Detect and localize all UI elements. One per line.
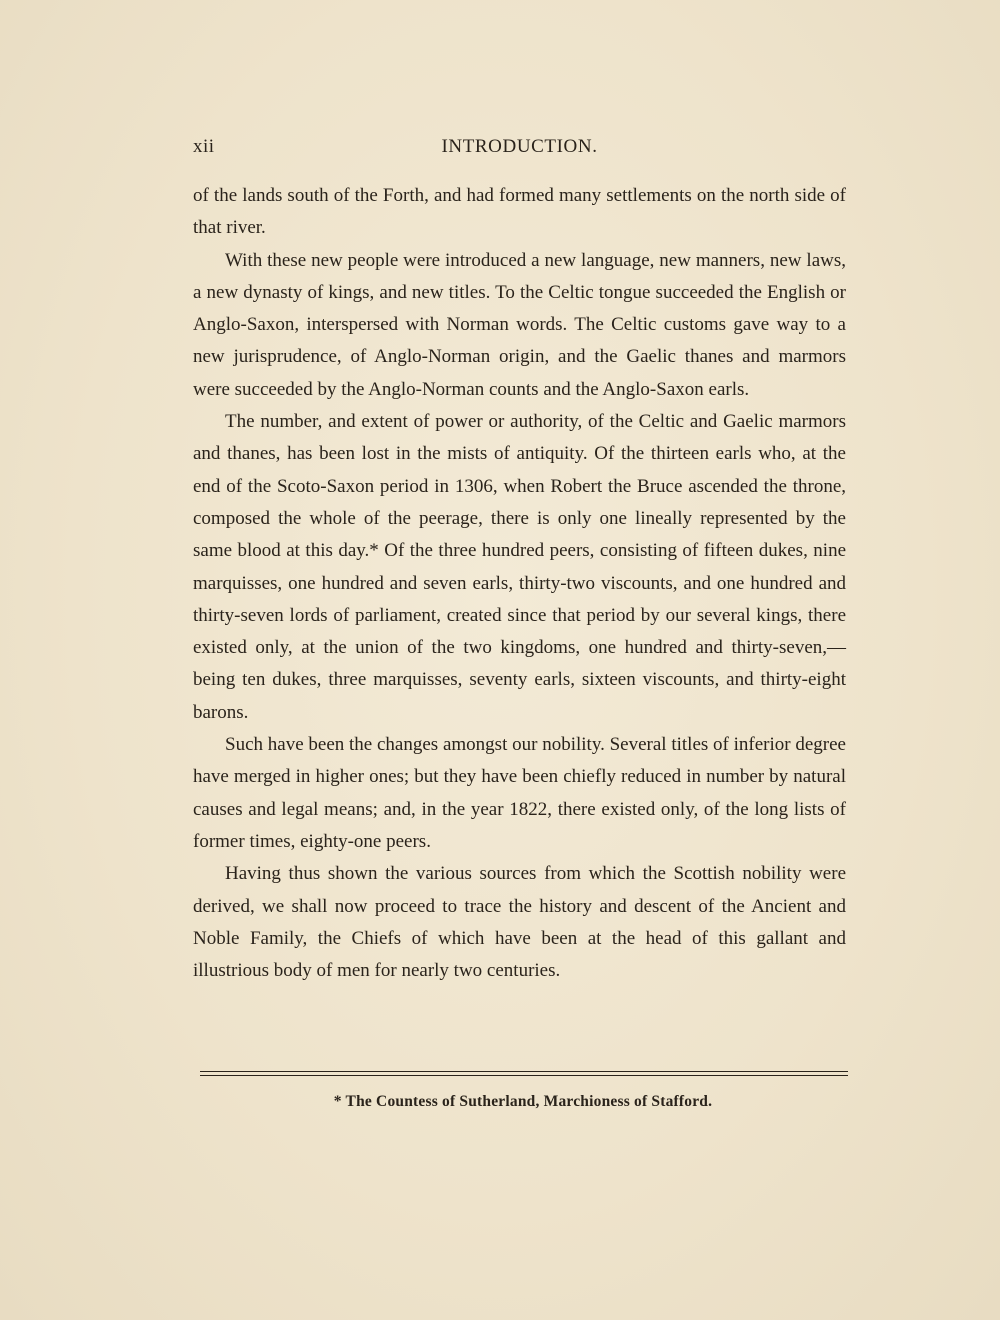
page-header: [193, 136, 846, 164]
paragraph-new-people: With these new people were introduced a new language, new manners, new laws, a new dynasty of kings, and new titles. To the Celtic tongue succeeded the English or Anglo-Saxon, interspersed with Norman words. The Celtic customs gave way to a new jurisprudence, of Anglo-Norman origin, and the Gaelic thanes and marmors were succeeded by the Anglo-Norman counts and the Anglo-Saxon earls.: [193, 249, 846, 400]
footnote: * The Countess of Sutherland, Marchioness of Stafford.: [333, 1093, 713, 1110]
paragraph-having-shown: Having thus shown the various sources from which the Scottish nobility were derived, we shall now proceed to trace the history and descent of the Ancient and Noble Family, the Chiefs of which have been at the head of this gallant and illustrious body of men for nearly two centuries.: [193, 863, 846, 982]
paragraph-continuation: of the lands south of the Forth, and had formed many settlements on the north side of that river.: [193, 185, 846, 239]
footnote-rule-thick: [200, 1071, 848, 1072]
running-head: INTRODUCTION.: [441, 136, 598, 157]
footnote-rule: [200, 1071, 848, 1079]
page-number: xii: [193, 136, 215, 157]
paragraph-changes-nobility: Such have been the changes amongst our nobility. Several titles of inferior degree have merged in higher ones; but they have been chiefly reduced in number by natural causes and legal means; and, in the year 1822, there existed only, of the long lists of former times, eighty-one peers.: [193, 734, 846, 852]
body-text: [193, 180, 846, 987]
paragraph-number-of-marmors: The number, and extent of power or authority, of the Celtic and Gaelic marmors and thanes, has been lost in the mists of antiquity. Of the thirteen earls who, at the end of the Scoto-Saxon period in 1306, when Robert the Bruce ascended the throne, composed the whole of the peerage, there is only one lineally represented by the same blood at this day.* Of the three hundred peers, consisting of fifteen dukes, nine marquisses, one hundred and seven earls, thirty-two viscounts, and one hundred and thirty-seven lords of parliament, created since that period by our several kings, there existed only, at the union of the two kingdoms, one hundred and thirty-seven,— being ten dukes, three marquisses, seventy earls, sixteen viscounts, and thirty-eight barons.: [193, 411, 846, 723]
footnote-rule-thin: [200, 1075, 848, 1076]
